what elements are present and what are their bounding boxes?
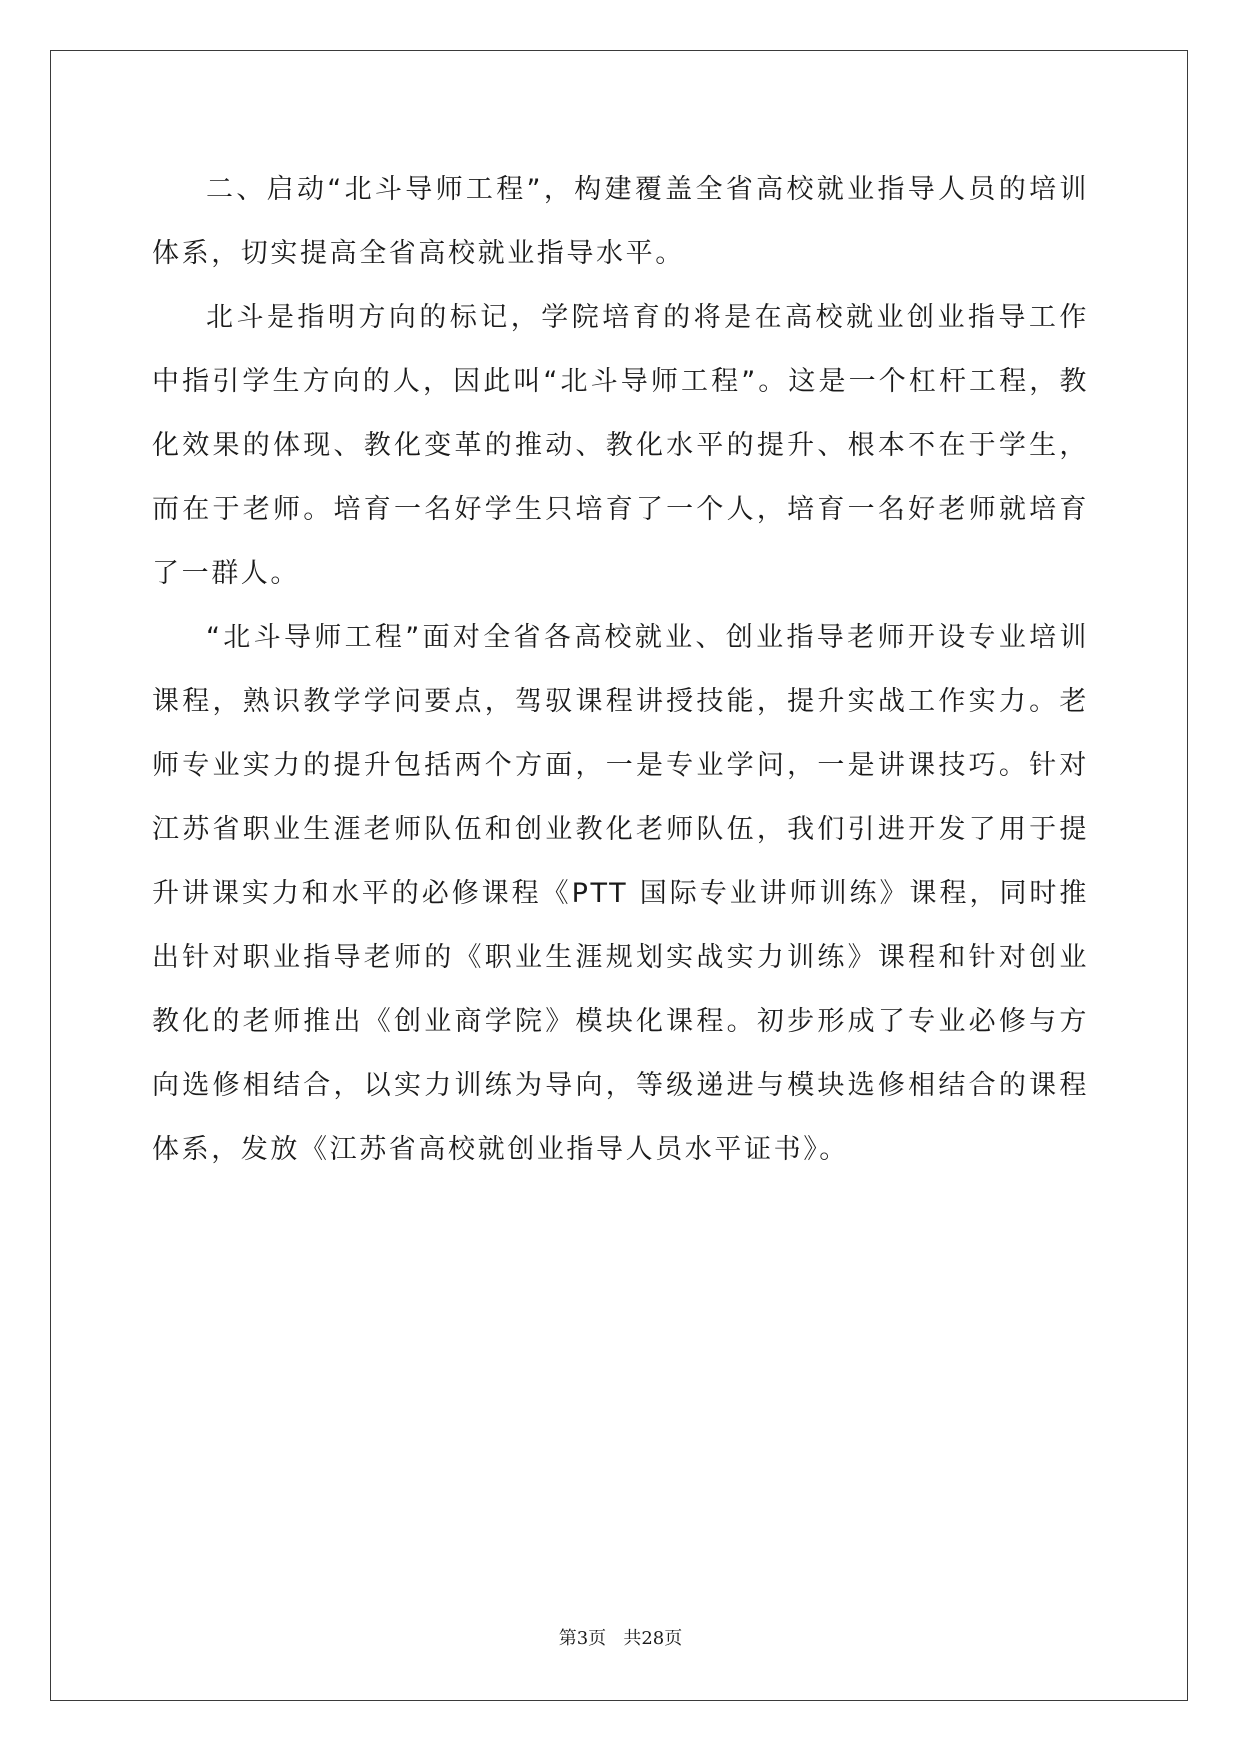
- paragraph: 北斗是指明方向的标记，学院培育的将是在高校就业创业指导工作中指引学生方向的人，因此叫“北斗导师工程”。这是一个杠杆工程，教化效果的体现、教化变革的推动、教化水平的提升、根本不在于学生，而在于老师。培育一名好学生只培育了一个人，培育一名好老师就培育了一群人。: [152, 302, 1089, 589]
- document-body: [152, 158, 1089, 1182]
- paragraph: “北斗导师工程”面对全省各高校就业、创业指导老师开设专业培训课程，熟识教学学问要点，驾驭课程讲授技能，提升实战工作实力。老师专业实力的提升包括两个方面，一是专业学问，一是讲课技巧。针对江苏省职业生涯老师队伍和创业教化老师队伍，我们引进开发了用于提升讲课实力和水平的必修课程《PTT 国际专业讲师训练》课程，同时推出针对职业指导老师的《职业生涯规划实战实力训练》课程和针对创业教化的老师推出《创业商学院》模块化课程。初步形成了专业必修与方向选修相结合，以实力训练为导向，等级递进与模块选修相结合的课程体系，发放《江苏省高校就创业指导人员水平证书》。: [152, 622, 1089, 1165]
- paragraph: 二、启动“北斗导师工程”，构建覆盖全省高校就业指导人员的培训体系，切实提高全省高校就业指导水平。: [152, 174, 1089, 269]
- page-number-footer: 第3页 共28页: [558, 1628, 683, 1649]
